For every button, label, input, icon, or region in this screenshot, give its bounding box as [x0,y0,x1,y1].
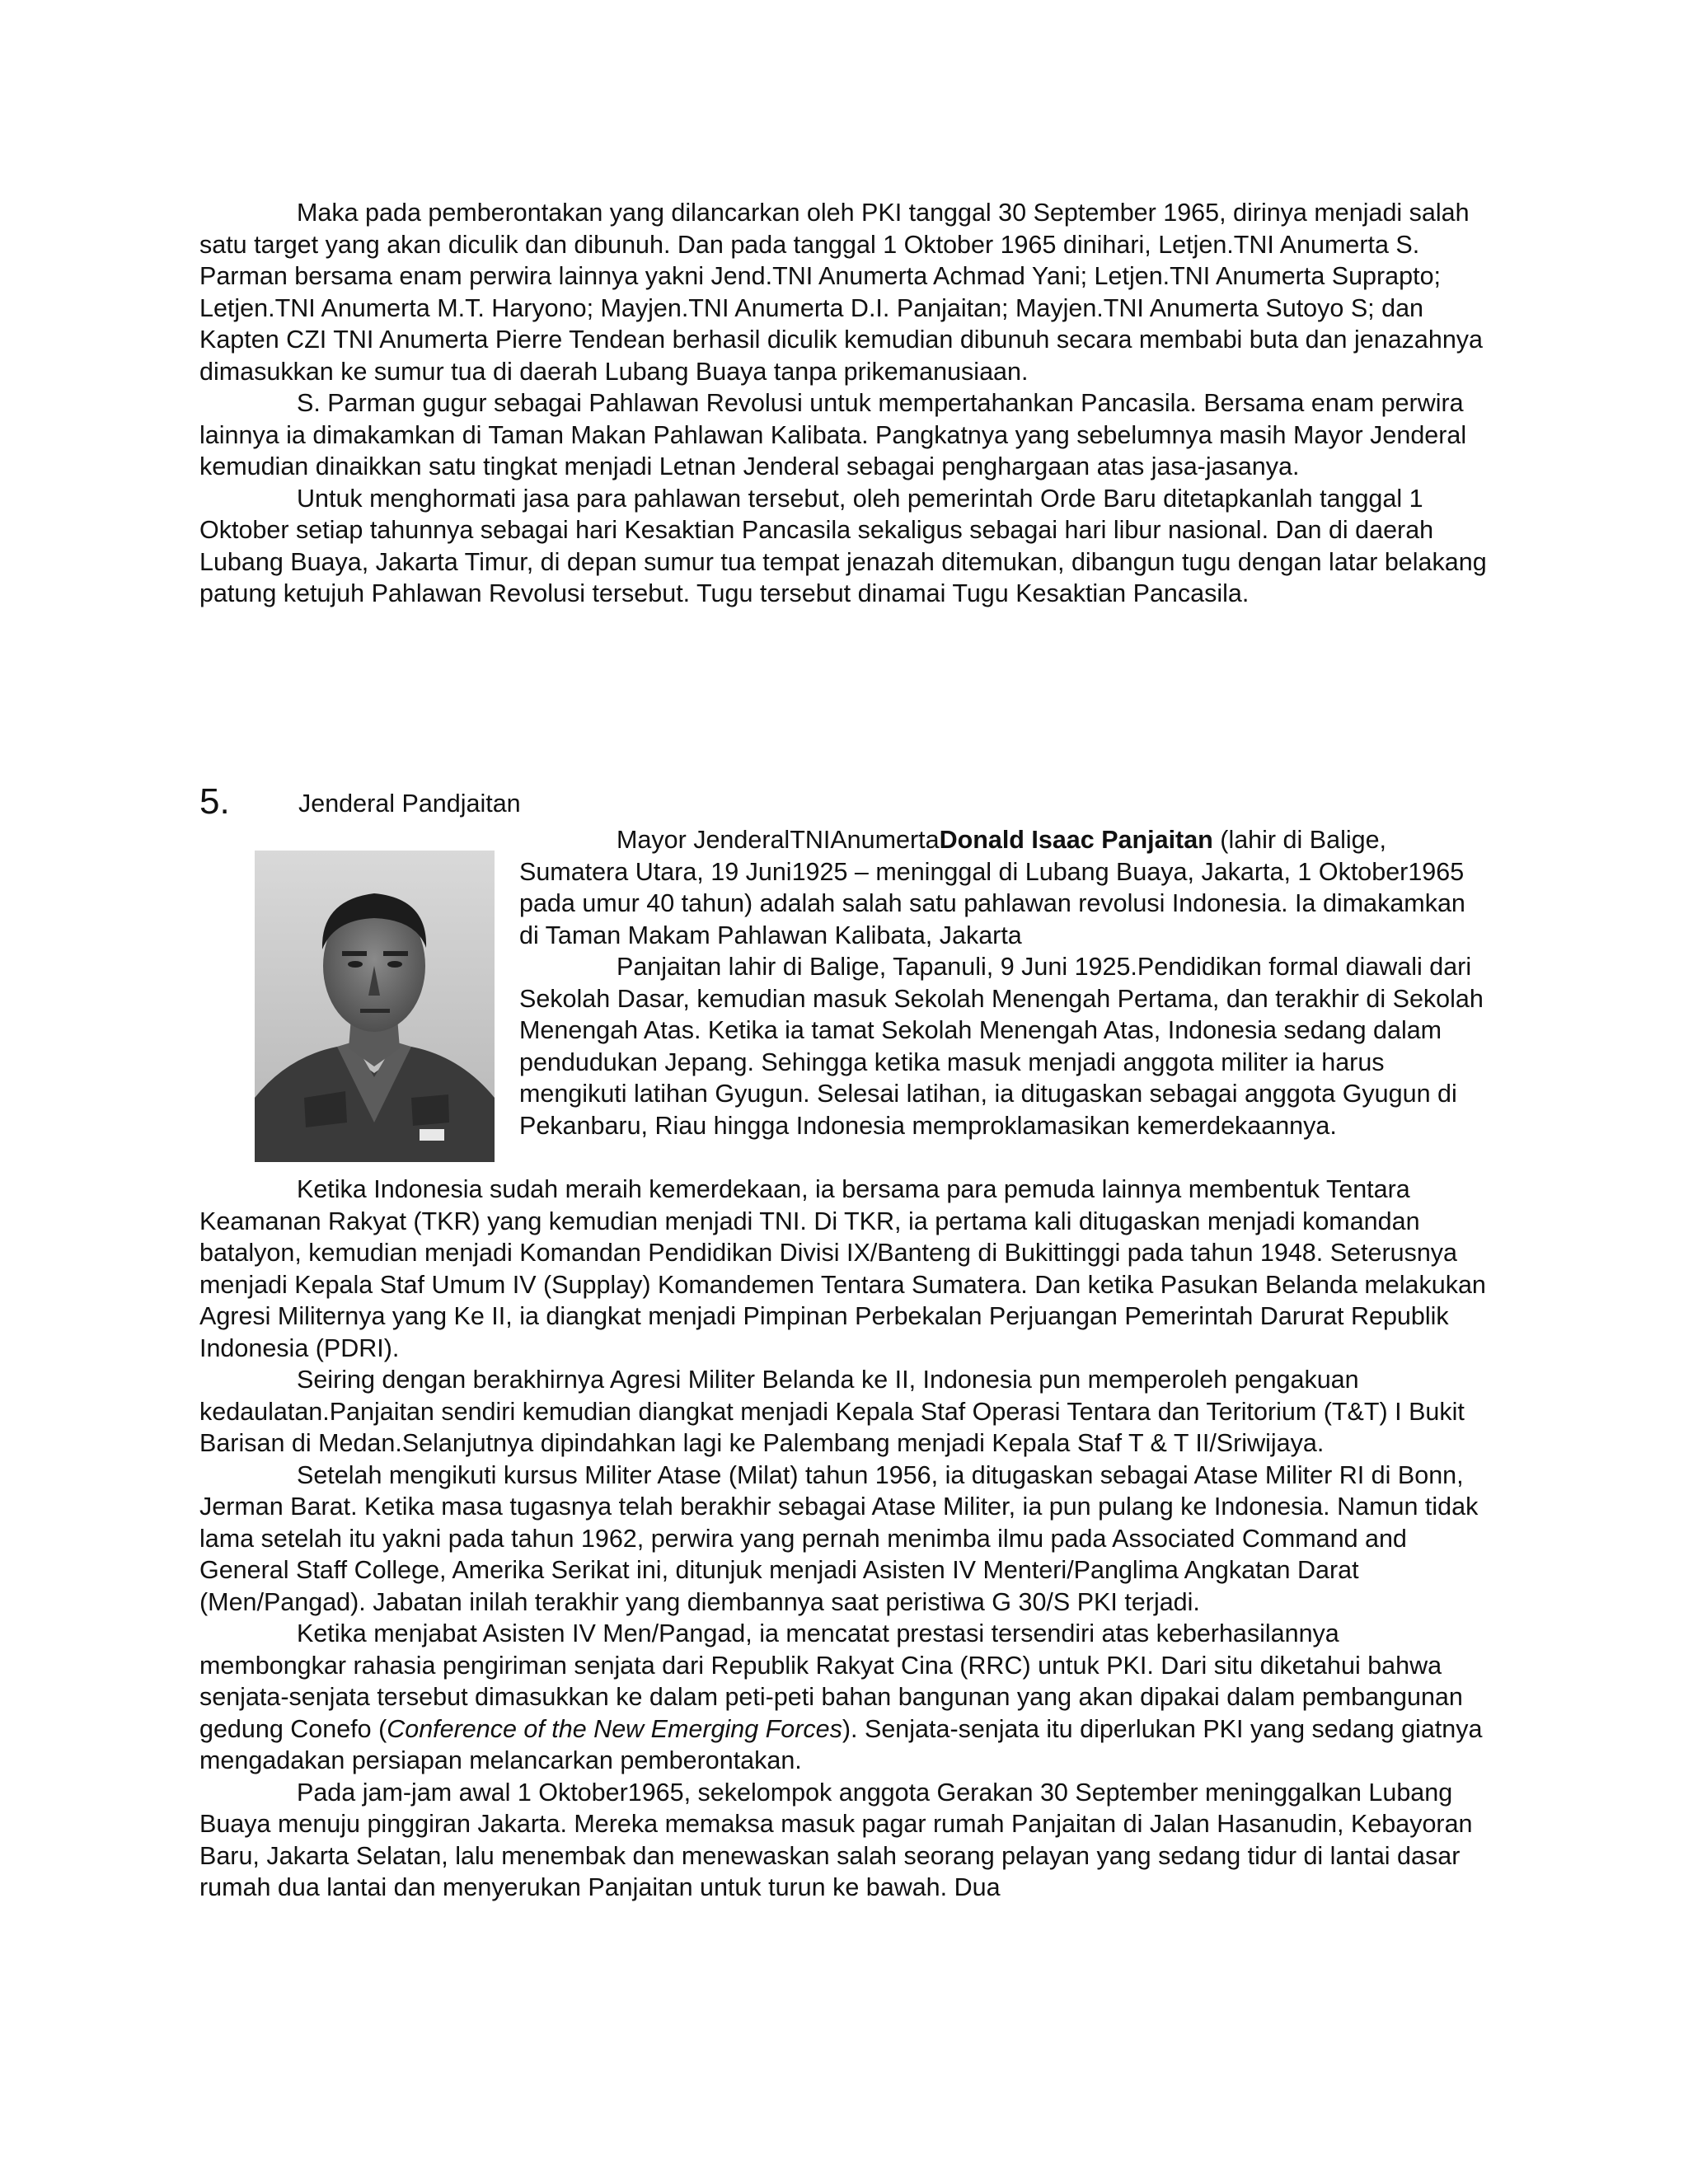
conefo-italic: Conference of the New Emerging Forces [387,1714,842,1743]
paragraph: Setelah mengikuti kursus Militer Atase (Milat) tahun 1956, ia ditugaskan sebagai Atase Militer RI di Bonn, Jerman Barat. Ketika masa tugasnya telah berakhir sebagai Atase Militer, ia pun pulang ke Indonesia. Namun tidak lama setelah itu yakni pada tahun 1962, perwira yang pernah menimba ilmu pada Associated Command and General Staff College, Amerika Serikat ini, ditunjuk menjadi Asisten IV Menteri/Panglima Angkatan Darat (Men/Pangad). Jabatan inilah terakhir yang diembannya saat peristiwa G 30/S PKI terjadi. [199,1460,1479,1616]
section-title: Jenderal Pandjaitan [298,790,521,818]
paragraph: Seiring dengan berakhirnya Agresi Militer Belanda ke II, Indonesia pun memperoleh pengakuan kedaulatan.Panjaitan sendiri kemudian diangkat menjadi Kepala Staf Operasi Tentara dan Teritorium (T&T) I Bukit Barisan di Medan.Selanjutnya dipindahkan lagi ke Palembang menjadi Kepala Staf T & T II/Sriwijaya. [199,1366,1465,1457]
paragraph: Maka pada pemberontakan yang dilancarkan oleh PKI tanggal 30 September 1965, dirinya menjadi salah satu target yang akan diculik dan dibunuh. Dan pada tanggal 1 Oktober 1965 dinihari, Letjen.TNI Anumerta S. Parman bersama enam perwira lainnya yakni Jend.TNI Anumerta Achmad Yani; Letjen.TNI Anumerta Suprapto; Letjen.TNI Anumerta M.T. Haryono; Mayjen.TNI Anumerta D.I. Panjaitan; Mayjen.TNI Anumerta Sutoyo S; dan Kapten CZI TNI Anumerta Pierre Tendean berhasil diculik kemudian dibunuh secara membabi buta dan jenazahnya dimasukkan ke sumur tua di daerah Lubang Buaya tanpa prikemanusiaan. [199,199,1484,386]
paragraph-conefo [199,1618,1489,1777]
section-heading [199,781,941,823]
intro-column [519,824,1492,1141]
person-name: Donald Isaac Panjaitan [939,826,1213,854]
paragraph: Panjaitan lahir di Balige, Tapanuli, 9 Juni 1925.Pendidikan formal diawali dari Sekolah Dasar, kemudian masuk Sekolah Menengah Pertama, dan terakhir di Sekolah Menengah Atas. Ketika ia tamat Sekolah Menengah Atas, Indonesia sedang dalam pendudukan Jepang. Sehingga ketika masuk menjadi anggota militer ia harus mengikuti latihan Gyugun. Selesai latihan, ia ditugaskan sebagai anggota Gyugun di Pekanbaru, Riau hingga Indonesia memproklamasikan kemerdekaannya. [519,953,1484,1140]
portrait-photo [255,851,495,1162]
conefo-before: Ketika menjabat Asisten IV Men/Pangad, ia mencatat prestasi tersendiri atas keberhasilannya membongkar rahasia pengiriman senjata dari Republik Rakyat Cina (RRC) untuk PKI. Dari situ diketahui bahwa senjata-senjata tersebut dimasukkan ke dalam peti-peti bahan bangunan yang akan dipakai dalam pembangunan gedung Conefo ( [199,1619,1463,1743]
section-s-parman-text [199,197,1489,610]
intro-prefix: Mayor JenderalTNIAnumerta [617,826,940,854]
intro-paragraph [519,824,1492,951]
conefo-after: ). Senjata-senjata itu diperlukan PKI yang sedang giatnya mengadakan persiapan melancarkan pemberontakan. [199,1714,1483,1774]
intro-rest: (lahir di Balige, Sumatera Utara, 19 Juni1925 – meninggal di Lubang Buaya, Jakarta, 1 Oktober1965 pada umur 40 tahun) adalah salah satu pahlawan revolusi Indonesia. Ia dimakamkan di Taman Makam Pahlawan Kalibata, Jakarta [519,826,1465,949]
portrait-image [255,851,495,1162]
paragraph: Pada jam-jam awal 1 Oktober1965, sekelompok anggota Gerakan 30 September meninggalkan Lubang Buaya menuju pinggiran Jakarta. Mereka memaksa masuk pagar rumah Panjaitan di Jalan Hasanudin, Kebayoran Baru, Jakarta Selatan, lalu menembak dan menewaskan salah seorang pelayan yang sedang tidur di lantai dasar rumah dua lantai dan menyerukan Panjaitan untuk turun ke bawah. Dua [199,1778,1473,1901]
section-panjaitan-text [199,1174,1489,1904]
paragraph: S. Parman gugur sebagai Pahlawan Revolusi untuk mempertahankan Pancasila. Bersama enam perwira lainnya ia dimakamkan di Taman Makan Pahlawan Kalibata. Pangkatnya yang sebelumnya masih Mayor Jenderal kemudian dinaikkan satu tingkat menjadi Letnan Jenderal sebagai penghargaan atas jasa-jasanya. [199,389,1467,480]
paragraph: Ketika Indonesia sudah meraih kemerdekaan, ia bersama para pemuda lainnya membentuk Tentara Keamanan Rakyat (TKR) yang kemudian menjadi TNI. Di TKR, ia pertama kali ditugaskan menjadi komandan batalyon, kemudian menjadi Komandan Pendidikan Divisi IX/Banteng di Bukittinggi pada tahun 1948. Seterusnya menjadi Kepala Staf Umum IV (Supplay) Komandemen Tentara Sumatera. Dan ketika Pasukan Belanda melakukan Agresi Militernya yang Ke II, ia diangkat menjadi Pimpinan Perbekalan Perjuangan Pemerintah Darurat Republik Indonesia (PDRI). [199,1175,1486,1362]
section-number: 5. [199,781,230,822]
paragraph: Untuk menghormati jasa para pahlawan tersebut, oleh pemerintah Orde Baru ditetapkanlah tanggal 1 Oktober setiap tahunnya sebagai hari Kesaktian Pancasila sekaligus sebagai hari libur nasional. Dan di daerah Lubang Buaya, Jakarta Timur, di depan sumur tua tempat jenazah ditemukan, dibangun tugu dengan latar belakang patung ketujuh Pahlawan Revolusi tersebut. Tugu tersebut dinamai Tugu Kesaktian Pancasila. [199,484,1487,607]
